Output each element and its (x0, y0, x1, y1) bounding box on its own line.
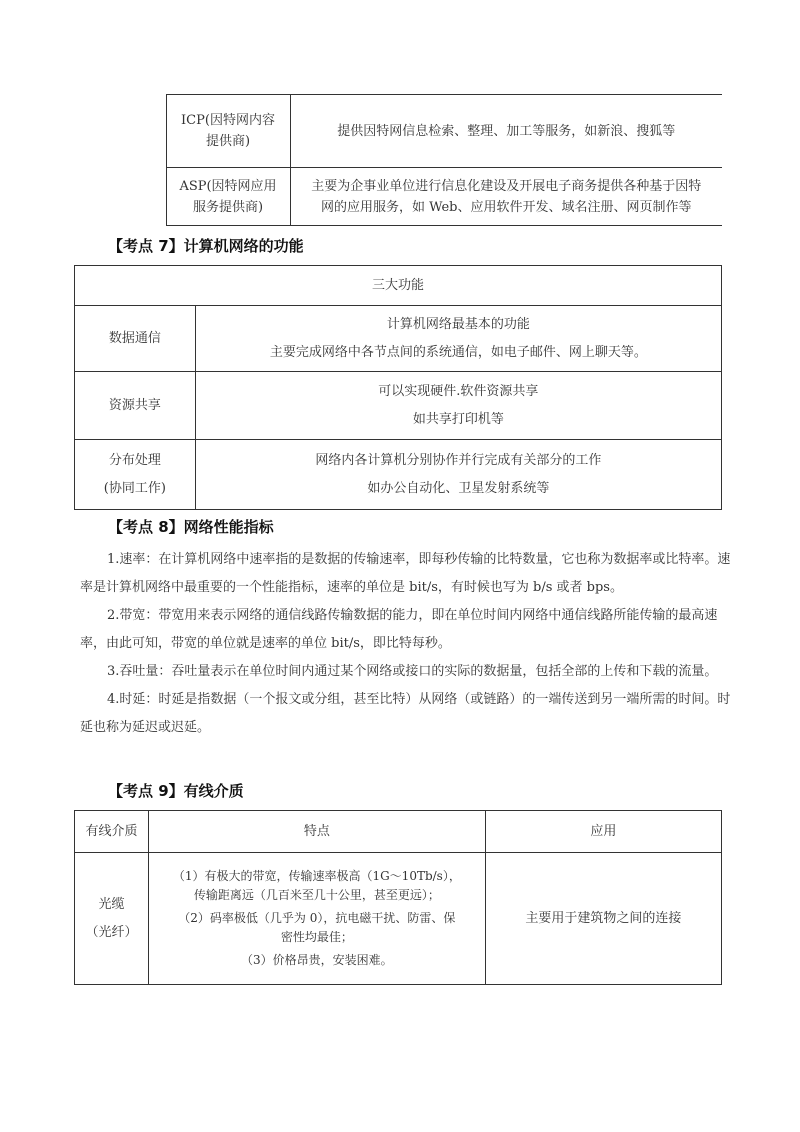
feature-item (153, 867, 481, 905)
provider-desc-line: 主要为企事业单位进行信息化建设及开展电子商务提供各种基于因特 (311, 178, 702, 194)
function-desc-line: 如办公自动化、卫星发射系统等 (367, 480, 550, 496)
function-name-line: 分布处理 (108, 452, 161, 468)
function-name-cell (75, 306, 196, 372)
function-name-cell (75, 440, 196, 510)
function-desc-cell (195, 440, 721, 510)
provider-name-line: 服务提供商) (192, 199, 264, 215)
paragraph-rate (80, 546, 740, 602)
paragraph-line: 2.带宽：带宽用来表示网络的通信线路传输数据的能力，即在单位时间内网络中通信线路所能传输的 (107, 608, 679, 623)
performance-paragraphs (80, 546, 740, 742)
header-application: 应用 (485, 811, 721, 853)
provider-name-line: ICP(因特网内容 (181, 113, 275, 128)
paragraph-latency (80, 686, 740, 742)
provider-desc-line: 提供因特网信息检索、整理、加工等服务，如新浪、搜狐等 (337, 123, 676, 139)
paragraph-throughput (80, 658, 740, 686)
function-name-line: (协同工作) (103, 480, 166, 496)
paragraph-bandwidth (80, 602, 740, 658)
application-cell: 主要用于建筑物之间的连接 (485, 853, 721, 985)
function-name-line: 资源共享 (108, 398, 161, 413)
function-desc-cell (195, 372, 721, 440)
header-features: 特点 (148, 811, 485, 853)
media-name-line: 光缆 (98, 896, 125, 912)
paragraph-line: 4.时延：时延是指数据（一个报文或分组，甚至比特）从网络（或链路）的一端传送到另一端所需的 (107, 692, 679, 707)
paragraph-line: 1.速率：在计算机网络中速率指的是数据的传输速率，即每秒传输的比特数量，它也称为数据率或比 (107, 552, 679, 567)
paragraph-line: 时间。时延也称为延迟或迟延。 (80, 692, 731, 735)
function-desc-line: 网络内各计算机分别协作并行完成有关部分的工作 (315, 452, 602, 468)
functions-header: 三大功能 (75, 266, 722, 306)
paragraph-line: 特率。速率是计算机网络中最重要的一个性能指标，速率的单位是 bit/s，有时候也写为 b/s 或者 bps。 (80, 552, 731, 595)
paragraph-line: 最高速率，由此可知，带宽的单位就是速率的单位 bit/s，即比特每秒。 (80, 608, 718, 651)
provider-name-cell (166, 95, 290, 168)
function-desc-cell (195, 306, 721, 372)
feature-line: （2）码率极低（几乎为 0），抗电磁干扰、防雷、保 (178, 911, 456, 925)
provider-desc-cell (290, 168, 722, 226)
paragraph-line: 3.吞吐量：吞吐量表示在单位时间内通过某个网络或接口的实际的数据量，包括全部的上传和下载的 (107, 664, 679, 679)
wired-media-table (74, 810, 722, 985)
provider-desc-line: 网的应用服务，如 Web、应用软件开发、域名注册、网页制作等 (321, 199, 692, 215)
provider-table (74, 94, 722, 226)
blank-cell (74, 95, 166, 226)
provider-name-line: ASP(因特网应用 (179, 178, 277, 194)
feature-line: （1）有极大的带宽，传输速率极高（1G～10Tb/s）， (172, 869, 461, 883)
function-desc-line: 可以实现硬件.软件资源共享 (378, 383, 539, 399)
section9-heading: 【考点 9】有线介质 (108, 782, 244, 800)
section7-heading: 【考点 7】计算机网络的功能 (108, 237, 304, 255)
media-name-line: （光纤） (85, 924, 138, 940)
features-cell (148, 853, 485, 985)
function-desc-line: 主要完成网络中各节点间的系统通信，如电子邮件、网上聊天等。 (269, 344, 647, 360)
function-name-line: 数据通信 (108, 331, 161, 346)
media-name-cell (75, 853, 149, 985)
function-name-cell (75, 372, 196, 440)
provider-name-line: 提供商) (205, 134, 251, 149)
feature-item (153, 951, 481, 970)
feature-line: 密性均最佳； (280, 930, 353, 944)
section8-heading: 【考点 8】网络性能指标 (108, 518, 274, 536)
function-desc-line: 如共享打印机等 (412, 411, 504, 427)
paragraph-line: 流量。 (678, 664, 718, 679)
header-media: 有线介质 (75, 811, 149, 853)
feature-line: 传输距离远（几百米至几十公里，甚至更远）； (193, 888, 440, 902)
feature-line: （3）价格昂贵，安装困难。 (241, 953, 393, 967)
functions-table (74, 265, 722, 510)
provider-desc-cell (290, 95, 722, 168)
function-desc-line: 计算机网络最基本的功能 (386, 316, 530, 332)
provider-name-cell (166, 168, 290, 226)
feature-item (153, 909, 481, 947)
